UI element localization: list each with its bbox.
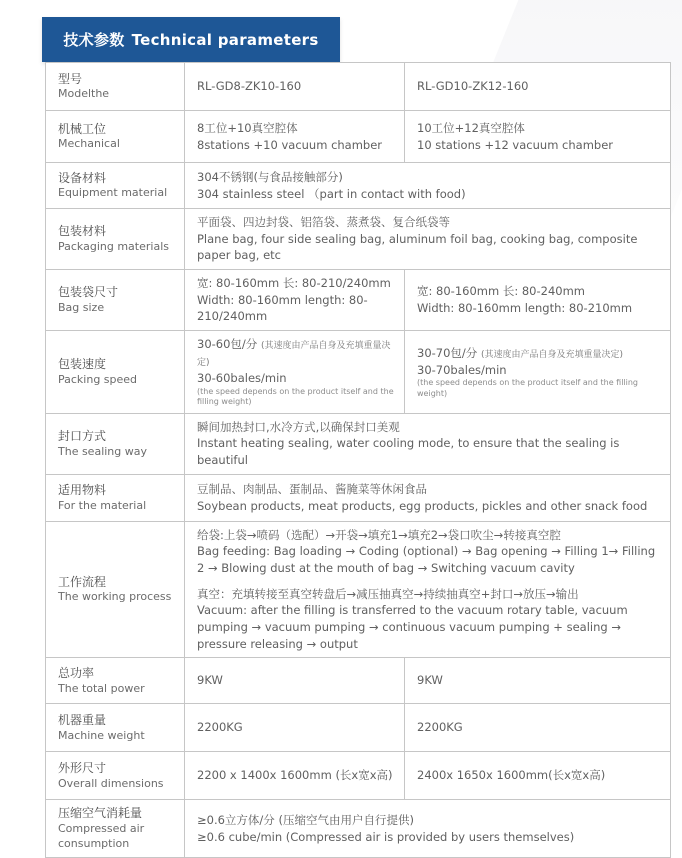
param-label	[46, 163, 185, 209]
value: 9KW	[197, 673, 223, 688]
value-cell-span	[185, 474, 671, 521]
param-label-zh: 外形尺寸	[58, 760, 107, 775]
param-label-en: Overall dimensions	[58, 776, 164, 790]
param-label-zh: 设备材料	[58, 170, 107, 185]
param-label-en: Machine weight	[58, 728, 145, 742]
value-en: 304 stainless steel （part in contact with food)	[197, 186, 466, 201]
param-label-zh: 机械工位	[58, 121, 107, 136]
table-row-total-power	[46, 658, 671, 704]
value-en: ≥0.6 cube/min (Compressed air is provided by users themselves)	[197, 829, 575, 844]
value-cell	[185, 270, 405, 331]
process-bag-feeding	[197, 527, 660, 577]
section-title-zh: 技术参数	[63, 31, 125, 49]
value-zh: 平面袋、四边封袋、铝箔袋、蒸煮袋、复合纸袋等	[197, 215, 450, 229]
value-cell	[405, 658, 671, 704]
value-en: Plane bag, four side sealing bag, aluminum foil bag, cooking bag, composite paper bag, etc	[197, 231, 638, 263]
param-label-zh: 型号	[58, 71, 83, 86]
value-cell-span	[185, 800, 671, 857]
param-label-en: Bag size	[58, 301, 105, 314]
value-zh: 瞬间加热封口,水冷方式,以确保封口美观	[197, 419, 400, 434]
param-label-en: For the material	[58, 498, 147, 512]
value-cell	[185, 704, 405, 752]
value-cell-span	[185, 163, 671, 209]
value-cell-span	[185, 413, 671, 474]
param-label	[46, 209, 185, 270]
section-title-banner	[42, 17, 340, 62]
process-zh: 真空：充填转接至真空转盘后→减压抽真空→持续抽真空+封口→放压→输出	[197, 586, 579, 601]
param-label	[46, 800, 185, 857]
param-label	[46, 270, 185, 331]
param-label	[46, 331, 185, 414]
value-cell-span	[185, 521, 671, 658]
table-row-overall-dimensions	[46, 752, 671, 800]
param-label-zh: 包装材料	[58, 224, 107, 239]
value-cell	[185, 658, 405, 704]
value: 2200KG	[417, 720, 463, 735]
section-title-en: Technical parameters	[131, 30, 319, 49]
param-label	[46, 63, 185, 111]
table-row-packaging-materials	[46, 209, 671, 270]
param-label-en: The sealing way	[58, 444, 148, 458]
value-cell	[405, 752, 671, 800]
value-en: 10 stations +12 vacuum chamber	[417, 137, 614, 152]
param-label-zh: 适用物料	[58, 482, 107, 497]
value-cell-model-1	[185, 63, 405, 111]
param-label-en: Mechanical	[58, 137, 120, 151]
param-label	[46, 521, 185, 658]
process-en: Vacuum: after the filling is transferred to the vacuum rotary table, vacuum pumping → vacuum pumping → continuous vacuum pumping + sealing → pressure releasing → output	[197, 603, 628, 651]
value-zh: ≥0.6立方体/分 (压缩空气由用户自行提供)	[197, 812, 414, 827]
technical-parameters-table	[45, 62, 671, 858]
table-row-machine-weight	[46, 704, 671, 752]
value: 9KW	[417, 673, 443, 688]
value-cell	[185, 331, 405, 414]
value-en: 30-60bales/min	[197, 371, 287, 386]
param-label	[46, 413, 185, 474]
param-label-en: The working process	[58, 590, 172, 604]
speed-note-zh: (其速度由产品自身及充填重量决定)	[480, 349, 623, 360]
value-zh: 宽: 80-160mm 长: 80-240mm	[417, 284, 585, 299]
param-label-en: Compressed air consumption	[58, 822, 145, 850]
value-en: Width: 80-160mm length: 80-210/240mm	[197, 292, 368, 324]
value: 2200KG	[197, 720, 243, 735]
model-1-value: RL-GD8-ZK10-160	[197, 79, 302, 94]
value-zh: 宽: 80-160mm 长: 80-210/240mm	[197, 276, 391, 291]
value-cell	[185, 111, 405, 163]
param-label-zh: 机器重量	[58, 712, 107, 727]
speed-note-en: (the speed depends on the product itself and the filling weight)	[417, 378, 639, 398]
table-row-mechanical	[46, 111, 671, 163]
table-row-bag-size	[46, 270, 671, 331]
value-cell	[405, 704, 671, 752]
value-cell	[405, 111, 671, 163]
param-label-zh: 压缩空气消耗量	[58, 806, 143, 821]
value-cell-span	[185, 209, 671, 270]
param-label	[46, 704, 185, 752]
value-zh: 豆制品、肉制品、蛋制品、酱腌菜等休闲食品	[197, 481, 427, 496]
table-row-compressed-air	[46, 800, 671, 857]
value: 2400x 1650x 1600mm(长x宽x高)	[417, 768, 606, 783]
value-zh: 8工位+10真空腔体	[197, 120, 298, 135]
param-label-en: Equipment material	[58, 186, 168, 200]
table-row-for-material	[46, 474, 671, 521]
value-zh: 10工位+12真空腔体	[417, 120, 525, 135]
value-en: Width: 80-160mm length: 80-210mm	[417, 301, 633, 316]
speed-note-zh: (其速度由产品自身及充填重量决定)	[197, 341, 391, 369]
process-en: Bag feeding: Bag loading → Coding (optional) → Bag opening → Filling 1→ Filling 2 → Blowing dust at the mouth of bag → Switching vacuum cavity	[197, 544, 656, 575]
param-label-en: Packing speed	[58, 372, 138, 386]
param-label-en: Packaging materials	[58, 239, 169, 253]
param-label	[46, 752, 185, 800]
model-2-value: RL-GD10-ZK12-160	[417, 79, 529, 94]
value-cell	[405, 331, 671, 414]
process-vacuum	[197, 586, 660, 653]
value-en: 8stations +10 vacuum chamber	[197, 137, 383, 152]
param-label	[46, 111, 185, 163]
value-en: Soybean products, meat products, egg products, pickles and other snack food	[197, 498, 648, 513]
table-row-working-process	[46, 521, 671, 658]
process-zh: 给袋:上袋→喷码（选配）→开袋→填充1→填充2→袋口吹尘→转接真空腔	[197, 527, 561, 542]
param-label-zh: 封口方式	[58, 428, 107, 443]
value-en: Instant heating sealing, water cooling mode, to ensure that the sealing is beautiful	[197, 436, 620, 467]
value-zh: 30-70包/分 (其速度由产品自身及充填重量决定)	[417, 345, 623, 360]
param-label	[46, 658, 185, 704]
table-row-packing-speed	[46, 331, 671, 414]
table-row-model	[46, 63, 671, 111]
speed-note-en: (the speed depends on the product itself and the filling weight)	[197, 386, 394, 407]
table-row-equipment-material	[46, 163, 671, 209]
param-label-en: The total power	[58, 681, 145, 695]
value-cell	[405, 270, 671, 331]
param-label-zh: 总功率	[58, 665, 95, 680]
param-label-zh: 包装袋尺寸	[58, 285, 119, 300]
param-label-en: Modelthe	[58, 87, 110, 101]
value-cell-model-2	[405, 63, 671, 111]
param-label-zh: 包装速度	[58, 356, 107, 371]
param-label	[46, 474, 185, 521]
value-zh: 304不锈钢(与食品接触部分)	[197, 169, 343, 184]
value-zh: 30-60包/分 (其速度由产品自身及充填重量决定)	[197, 337, 391, 369]
value-en: 30-70bales/min	[417, 362, 507, 377]
param-label-zh: 工作流程	[58, 574, 107, 589]
table-row-sealing-way	[46, 413, 671, 474]
value: 2200 x 1400x 1600mm (长x宽x高)	[197, 768, 393, 783]
value-cell	[185, 752, 405, 800]
